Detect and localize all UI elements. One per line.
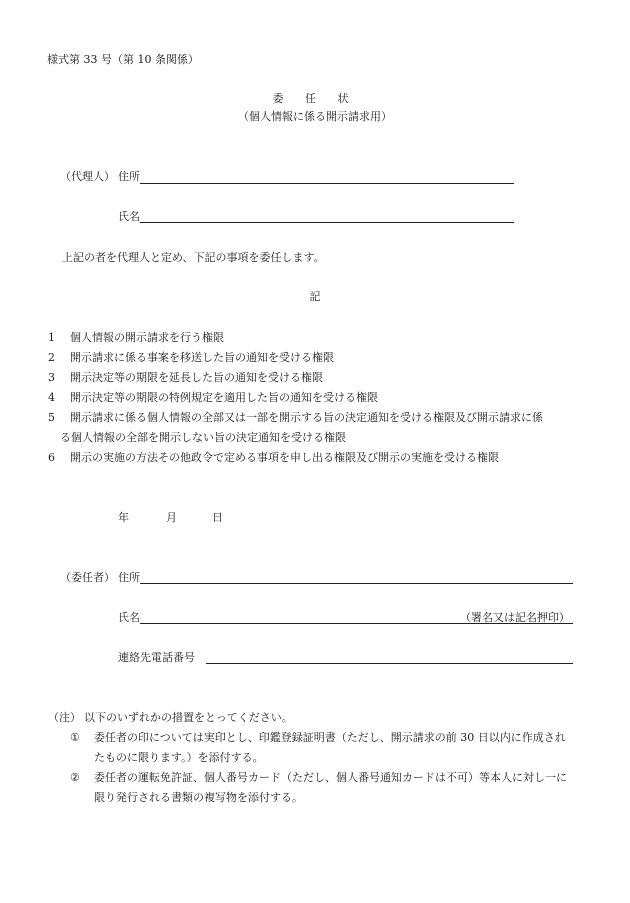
- note-mark: ①: [70, 731, 80, 744]
- agent-address-line[interactable]: [140, 183, 514, 184]
- item-text: 個人情報の開示請求を行う権限: [70, 331, 224, 344]
- item-number: 2: [48, 351, 55, 364]
- item-text: 開示請求に係る事案を移送した旨の通知を受ける権限: [70, 351, 334, 364]
- document-subtitle: （個人情報に係る開示請求用）: [238, 110, 392, 123]
- item-text-continuation: る個人情報の全部を開示しない旨の決定通知を受ける権限: [60, 431, 346, 444]
- date-month-label: 月: [166, 511, 177, 524]
- agent-label: （代理人）: [60, 170, 115, 183]
- agent-name-label: 氏名: [118, 210, 140, 223]
- item-number: 3: [48, 371, 55, 384]
- item-number: 1: [48, 331, 55, 344]
- principal-name-line[interactable]: [140, 623, 573, 624]
- ki-heading: 記: [309, 290, 321, 303]
- principal-phone-label: 連絡先電話番号: [118, 651, 195, 664]
- note-line-continuation: たものに限ります。）を添付する。: [94, 751, 264, 764]
- item-text: 開示請求に係る個人情報の全部又は一部を開示する旨の決定通知を受ける権限及び開示請求に係: [70, 411, 543, 424]
- principal-label: （委任者）: [60, 571, 115, 584]
- principal-address-label: 住所: [118, 571, 140, 584]
- item-number: 5: [48, 411, 55, 424]
- agent-name-line[interactable]: [140, 222, 514, 223]
- item-text: 開示の実施の方法その他政令で定める事項を申し出る権限及び開示の実施を受ける権限: [70, 451, 499, 464]
- principal-phone-line[interactable]: [206, 663, 573, 664]
- notes-label: （注）: [48, 711, 81, 724]
- document-title: 委 任 状: [272, 92, 358, 105]
- note-mark: ②: [70, 771, 80, 784]
- agent-address-label: 住所: [118, 170, 140, 183]
- signature-note: （署名又は記名押印）: [460, 611, 570, 624]
- item-text: 開示決定等の期限の特例規定を適用した旨の通知を受ける権限: [70, 391, 378, 404]
- item-number: 4: [48, 391, 55, 404]
- declaration-text: 上記の者を代理人と定め、下記の事項を委任します。: [62, 251, 325, 264]
- item-text: 開示決定等の期限を延長した旨の通知を受ける権限: [70, 371, 323, 384]
- item-number: 6: [48, 451, 55, 464]
- note-line: 委任者の運転免許証、個人番号カード（ただし、個人番号通知カードは不可）等本人に対し一に: [94, 771, 567, 784]
- note-line-continuation: 限り発行される書類の複写物を添付する。: [94, 791, 303, 804]
- principal-address-line[interactable]: [140, 583, 573, 584]
- date-day-label: 日: [212, 511, 223, 524]
- principal-name-label: 氏名: [118, 611, 140, 624]
- notes-intro: 以下のいずれかの措置をとってください。: [84, 711, 293, 724]
- form-number: 様式第 33 号（第 10 条関係）: [47, 53, 199, 66]
- note-line: 委任者の印については実印とし、印鑑登録証明書（ただし、開示請求の前 30 日以内に作成され: [94, 731, 566, 744]
- date-year-label: 年: [118, 511, 129, 524]
